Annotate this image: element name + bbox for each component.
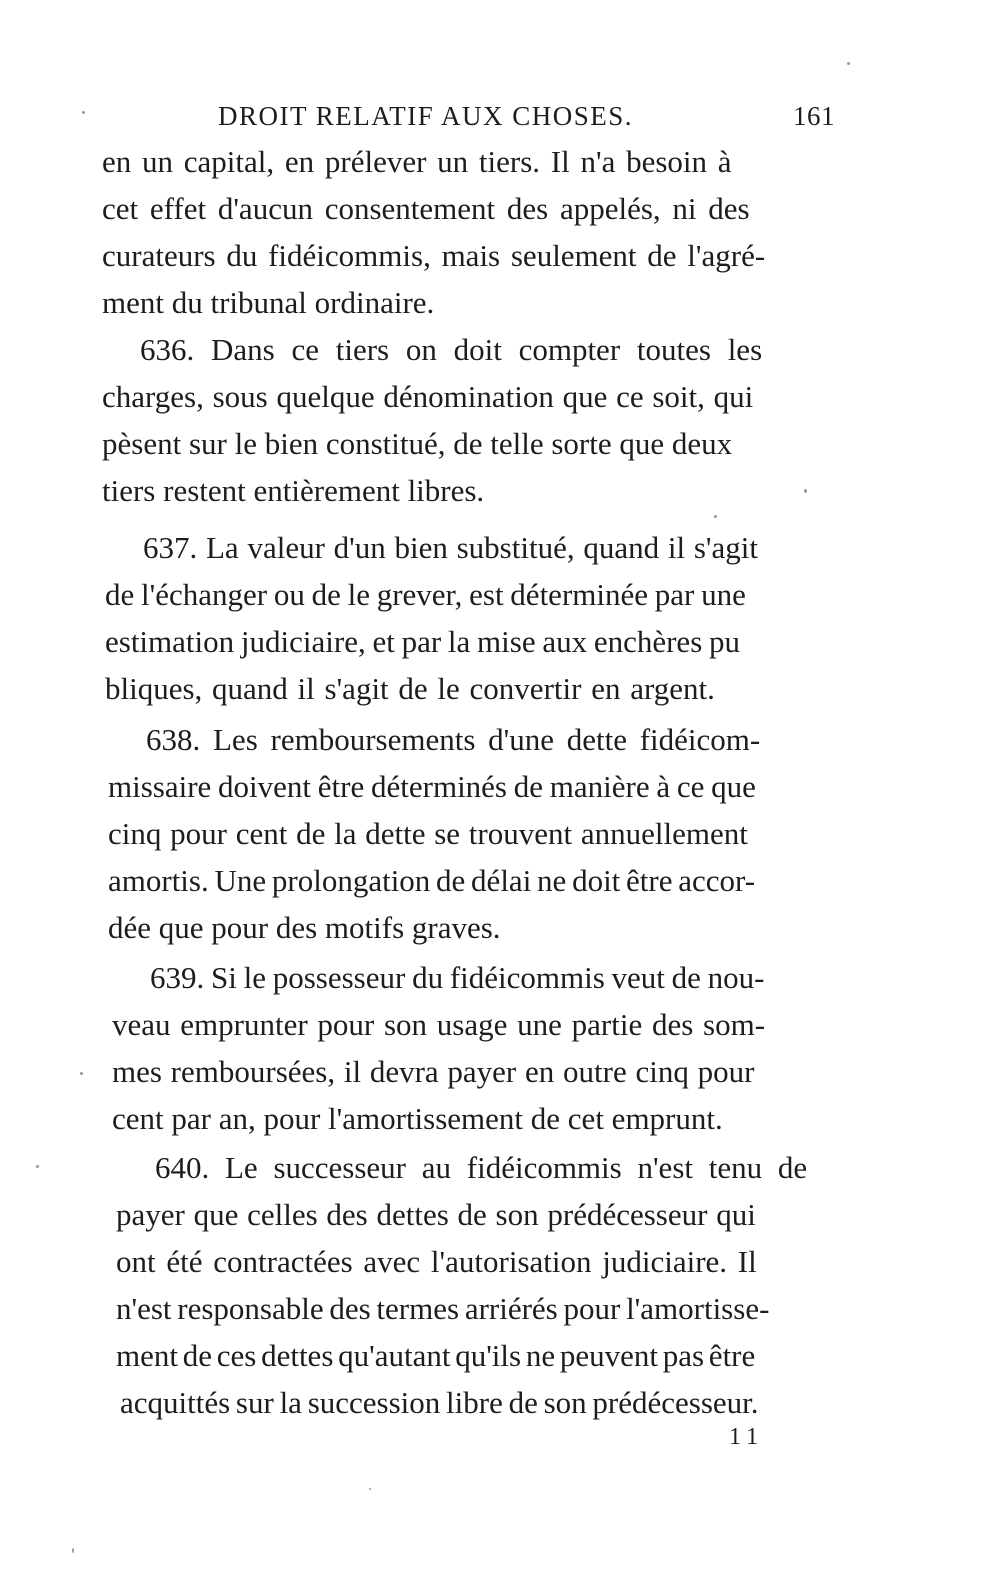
paper-speck xyxy=(847,62,850,65)
text-line: de l'échanger ou de le grever, est déterminée par une xyxy=(105,577,746,612)
signature-mark: 11 xyxy=(729,1424,765,1450)
text-line: charges, sous quelque dénomination que ce soit, qui xyxy=(102,379,754,414)
text-line: payer que celles des dettes de son prédécesseur qui xyxy=(116,1197,756,1232)
text-line: estimation judiciaire, et par la mise aux enchères pu xyxy=(105,624,741,659)
text-line: ment de ces dettes qu'autant qu'ils ne peuvent pas être xyxy=(116,1338,756,1373)
text-line: ment du tribunal ordinaire. xyxy=(102,285,435,320)
paper-speck xyxy=(80,1072,83,1075)
paragraph-637: 637. La valeur d'un bien substitué, quand il s'agit xyxy=(143,530,758,565)
text-line: tiers restent entièrement libres. xyxy=(102,473,485,508)
text-line: amortis. Une prolongation de délai ne doit être accor- xyxy=(108,863,756,898)
text-line: cent par an, pour l'amortissement de cet emprunt. xyxy=(112,1101,723,1136)
text-line: cinq pour cent de la dette se trouvent annuellement xyxy=(108,816,748,851)
paragraph-638: 638. Les remboursements d'une dette fidéicom- xyxy=(146,722,761,757)
text-line: ont été contractées avec l'autorisation judiciaire. Il xyxy=(116,1244,757,1279)
paper-speck xyxy=(36,1165,39,1168)
paragraph-640: 640. Le successeur au fidéicommis n'est tenu de xyxy=(155,1150,808,1185)
text-line: en un capital, en prélever un tiers. Il n'a besoin à xyxy=(102,144,732,179)
paper-speck xyxy=(82,111,85,114)
text-line: acquittés sur la succession libre de son prédécesseur. xyxy=(120,1385,759,1420)
text-line: bliques, quand il s'agit de le convertir en argent. xyxy=(105,671,715,706)
text-line: pèsent sur le bien constitué, de telle sorte que deux xyxy=(102,426,733,461)
paper-speck xyxy=(804,489,807,493)
running-title: DROIT RELATIF AUX CHOSES. xyxy=(218,101,634,131)
paragraph-639: 639. Si le possesseur du fidéicommis veut de nou- xyxy=(150,960,765,995)
text-line: mes remboursées, il devra payer en outre cinq pour xyxy=(112,1054,755,1089)
text-line: curateurs du fidéicommis, mais seulement de l'agré- xyxy=(102,238,766,273)
text-line: veau emprunter pour son usage une partie des som- xyxy=(112,1007,766,1042)
text-line: missaire doivent être déterminés de manière à ce que xyxy=(108,769,756,804)
paper-speck xyxy=(72,1548,74,1553)
paragraph-636: 636. Dans ce tiers on doit compter toutes les xyxy=(140,332,763,367)
text-line: cet effet d'aucun consentement des appelés, ni des xyxy=(102,191,750,226)
page-number: 161 xyxy=(793,101,835,131)
text-line: dée que pour des motifs graves. xyxy=(108,910,501,945)
text-line: n'est responsable des termes arriérés pour l'amortisse- xyxy=(116,1291,770,1326)
paper-speck xyxy=(714,515,717,518)
paper-speck xyxy=(369,1488,371,1490)
running-head xyxy=(100,96,845,136)
